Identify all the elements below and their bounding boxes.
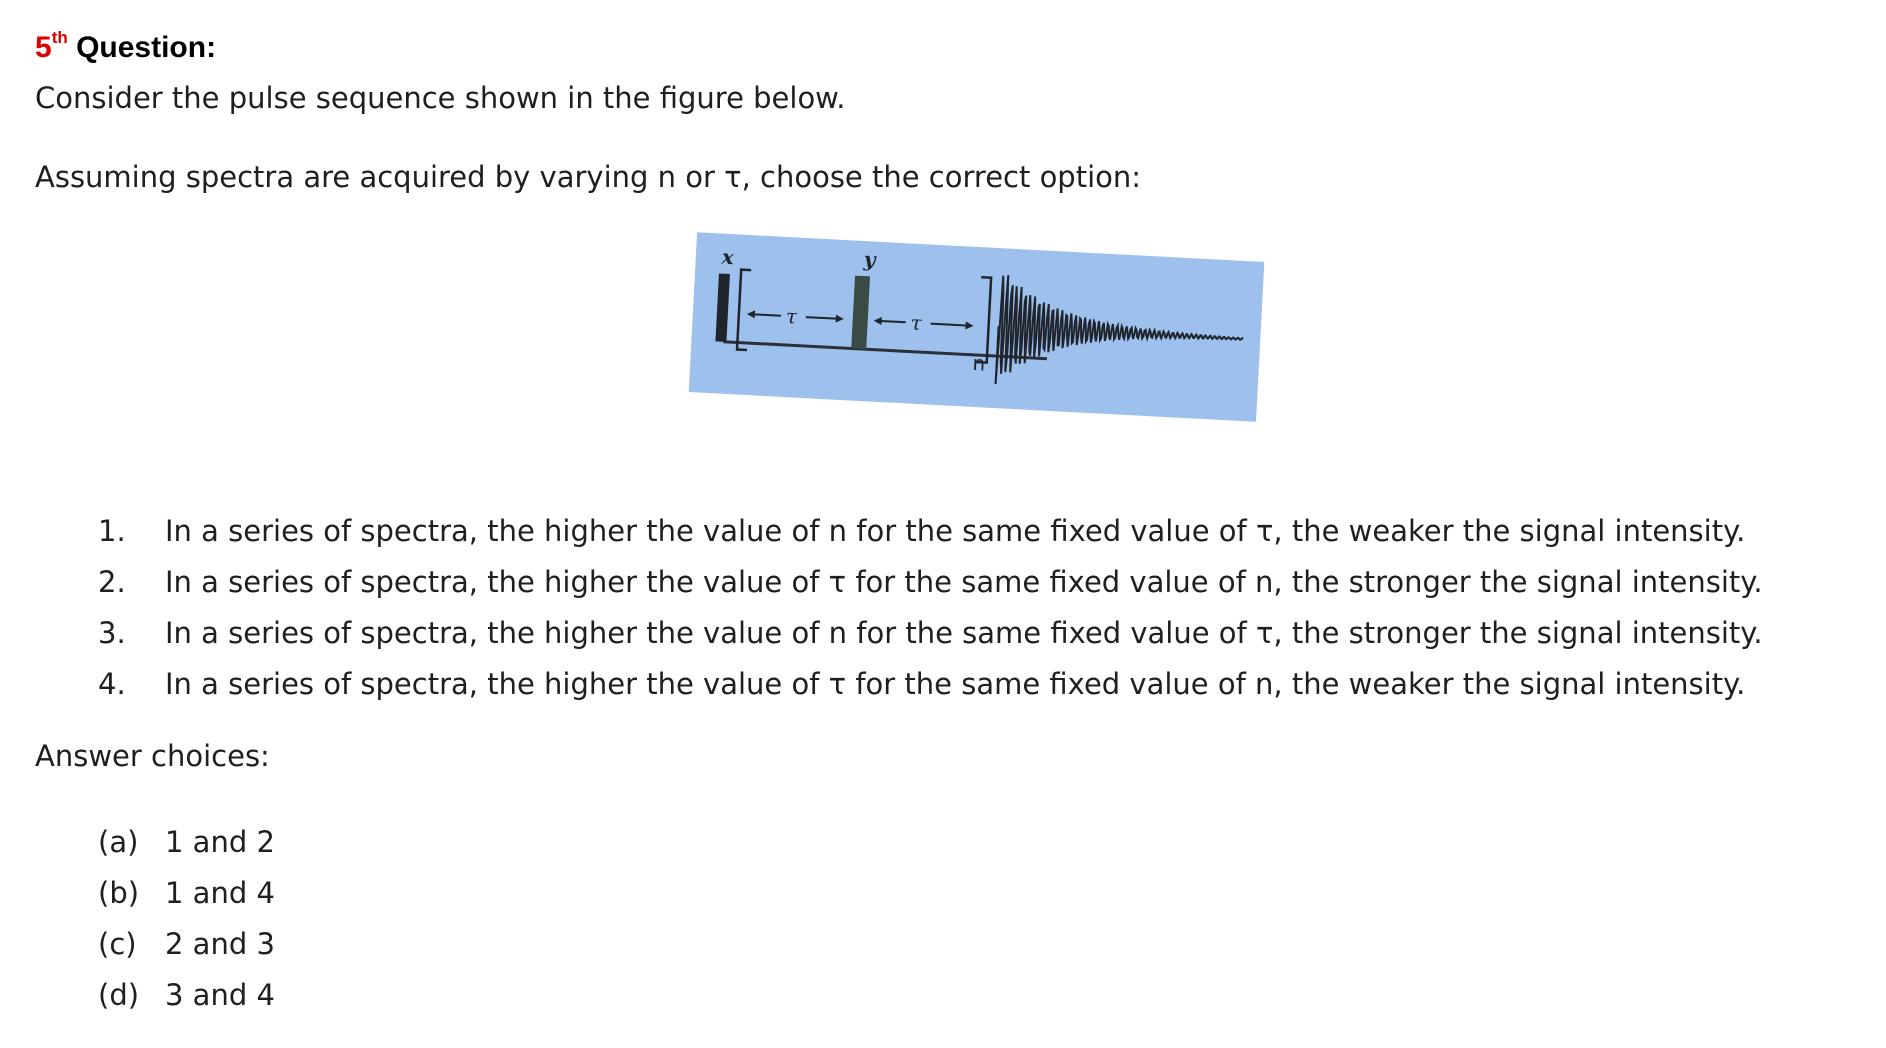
delay-label-1: τ [785, 304, 798, 329]
question-number: 5th [35, 28, 68, 64]
statement-1: 1. In a series of spectra, the higher the value of n for the same fixed value of τ, the weaker the signal intensity. [98, 513, 1746, 548]
delay-label-2: τ [910, 310, 923, 336]
question-heading [35, 28, 216, 68]
answer-choice-a[interactable]: (a) 1 and 2 [98, 824, 275, 859]
intro-text: Consider the pulse sequence shown in the figure below. [35, 81, 846, 115]
question-label: Question: [76, 31, 217, 64]
figure-background [689, 232, 1265, 422]
statement-4: 4. In a series of spectra, the higher the value of τ for the same fixed value of n, the weaker the signal intensity. [98, 666, 1746, 701]
answer-choice-list [98, 816, 275, 1020]
statement-3: 3. In a series of spectra, the higher the value of n for the same fixed value of τ, the stronger the signal intensity. [98, 615, 1763, 650]
statement-2: 2. In a series of spectra, the higher the value of τ for the same fixed value of n, the stronger the signal intensity. [98, 564, 1763, 599]
answer-choices-heading: Answer choices: [35, 739, 270, 773]
answer-choice-c[interactable]: (c) 2 and 3 [98, 926, 275, 961]
instruction-text: Assuming spectra are acquired by varying n or τ, choose the correct option: [35, 160, 1142, 194]
repeat-label: n [972, 350, 986, 376]
statement-list [98, 505, 1763, 709]
pulse-y-label: y [863, 247, 877, 272]
answer-choice-d[interactable]: (d) 3 and 4 [98, 977, 275, 1012]
pulse-sequence-figure [680, 225, 1272, 450]
pulse-x-label: x [721, 244, 735, 270]
answer-choice-b[interactable]: (b) 1 and 4 [98, 875, 275, 910]
